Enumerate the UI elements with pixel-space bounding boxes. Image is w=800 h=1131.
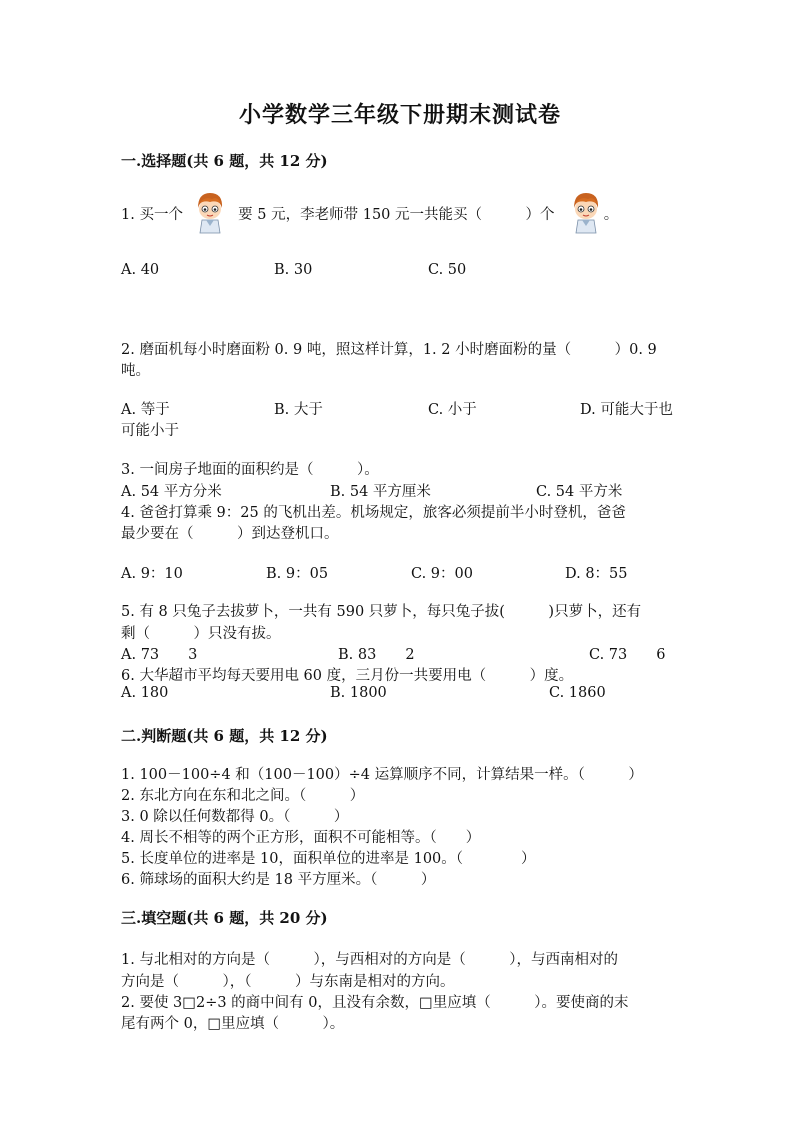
option-b: B. 1800: [330, 685, 387, 701]
question-1-text-b: 要 5 元，李老师带 150 元一共能买（ ）个: [238, 207, 555, 223]
boy-figure-icon: [566, 190, 606, 236]
option-b: B. 30: [274, 262, 313, 278]
option-c: C. 9：00: [411, 566, 473, 582]
question-4-line-2: 最少要在（ ）到达登机口。: [121, 526, 339, 542]
fill-question-2-line-2: 尾有两个 0，□里应填（ ）。: [121, 1016, 345, 1032]
option-b: B. 9：05: [266, 566, 329, 582]
option-a: A. 73 3: [121, 647, 198, 663]
question-1-text-c: 。: [603, 207, 619, 223]
option-a: A. 等于: [121, 402, 170, 418]
fill-question-2-line-1: 2. 要使 3□2÷3 的商中间有 0，且没有余数，□里应填（ ）。要使商的末: [121, 995, 629, 1011]
question-4-line-1: 4. 爸爸打算乘 9：25 的飞机出差。机场规定，旅客必须提前半小时登机，爸爸: [121, 505, 626, 521]
fill-question-1-line-2: 方向是（ ），（ ）与东南是相对的方向。: [121, 974, 455, 990]
option-d: D. 8：55: [565, 566, 628, 582]
option-a: A. 40: [121, 262, 160, 278]
judge-item-4: 4. 周长不相等的两个正方形，面积不可能相等。（ ）: [121, 830, 481, 846]
question-2-line-2: 吨。: [121, 363, 150, 379]
question-5-line-1: 5. 有 8 只兔子去拔萝卜，一共有 590 只萝卜，每只兔子拔( )只萝卜，还有: [121, 604, 642, 620]
option-a: A. 9：10: [121, 566, 183, 582]
judge-item-5: 5. 长度单位的进率是 10，面积单位的进率是 100。（ ）: [121, 851, 536, 867]
option-d-wrap: 可能小于: [121, 423, 179, 439]
boy-figure-icon: [190, 190, 230, 236]
option-d: D. 可能大于也: [580, 402, 673, 418]
judge-item-6: 6. 筛球场的面积大约是 18 平方厘米。（ ）: [121, 872, 436, 888]
section-heading-judge: 二.判断题(共 6 题，共 12 分): [121, 727, 328, 745]
page-title: 小学数学三年级下册期末测试卷: [238, 102, 561, 128]
judge-item-3: 3. 0 除以任何数都得 0。（ ）: [121, 809, 349, 825]
option-c: C. 1860: [549, 685, 606, 701]
option-b: B. 大于: [274, 402, 323, 418]
option-c: C. 小于: [428, 402, 477, 418]
option-c: C. 50: [428, 262, 467, 278]
question-5-line-2: 剩（ ）只没有拔。: [121, 626, 281, 642]
option-c: C. 73 6: [589, 647, 666, 663]
judge-item-1: 1. 100－100÷4 和（100－100）÷4 运算顺序不同，计算结果一样。（ ）: [121, 767, 643, 783]
option-c: C. 54 平方米: [536, 484, 623, 500]
option-a: A. 54 平方分米: [121, 484, 222, 500]
option-b: B. 54 平方厘米: [330, 484, 431, 500]
question-2-line-1: 2. 磨面机每小时磨面粉 0. 9 吨，照这样计算，1. 2 小时磨面粉的量（ ）0. 9: [121, 342, 657, 358]
option-b: B. 83 2: [338, 647, 415, 663]
question-3-line-1: 3. 一间房子地面的面积约是（ ）。: [121, 462, 379, 478]
fill-question-1-line-1: 1. 与北相对的方向是（ ），与西相对的方向是（ ），与西南相对的: [121, 952, 618, 968]
question-6-line-1: 6. 大华超市平均每天要用电 60 度，三月份一共要用电（ ）度。: [121, 668, 574, 684]
section-heading-fill: 三.填空题(共 6 题，共 20 分): [121, 909, 328, 927]
judge-item-2: 2. 东北方向在东和北之间。（ ）: [121, 788, 365, 804]
option-a: A. 180: [121, 685, 169, 701]
section-heading-choice: 一.选择题(共 6 题，共 12 分): [121, 152, 328, 170]
question-1-text-a: 1. 买一个: [121, 207, 183, 223]
